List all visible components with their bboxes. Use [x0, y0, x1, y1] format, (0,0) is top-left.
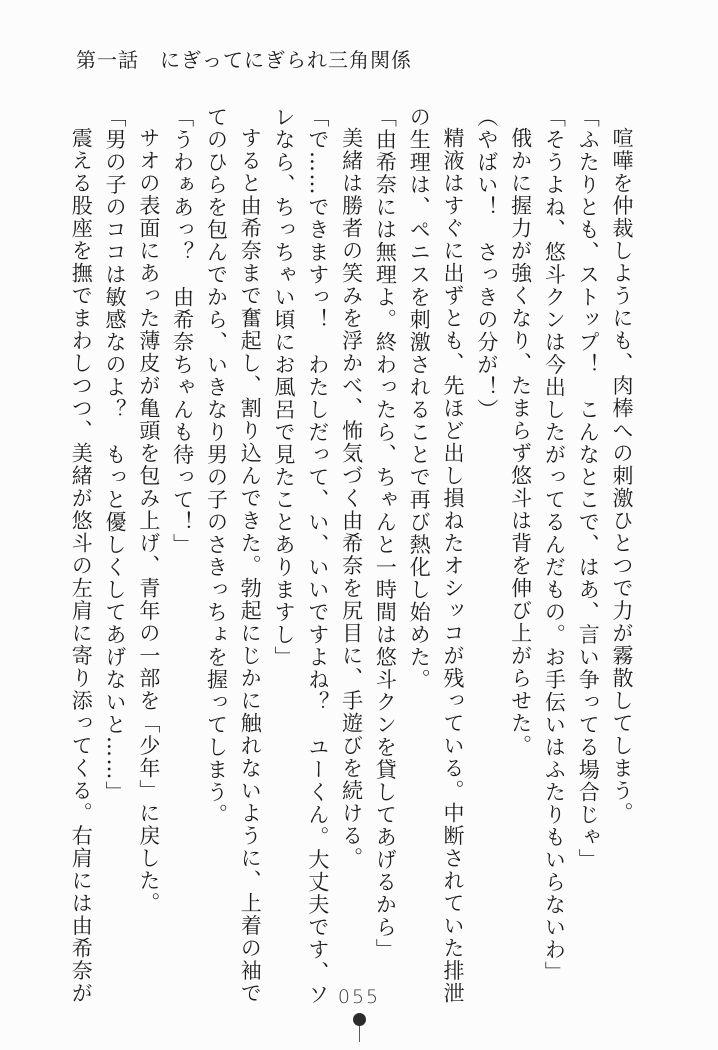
footer-line	[359, 1026, 360, 1042]
paragraph: 「そうよね、悠斗クンは今出したがってるんだもの。お手伝いはふたりもいらないわ」	[542, 106, 567, 984]
page-number: 055	[337, 986, 381, 1008]
chapter-header: 第一話 にぎってにぎられ三角関係	[76, 48, 412, 72]
paragraph: 喧嘩を仲裁しようにも、肉棒への刺激ひとつで力が霧散してしまう。	[610, 127, 634, 825]
paragraph: 「で……できますっ！ わたしだって、い、いいですよね？ ユーくん。大丈夫です、ソレなら、ちっちゃい頃にお風呂で見たことありますし」	[272, 106, 330, 1006]
paragraph: 「うわぁあっ？ 由希奈ちゃんも待って！」	[170, 106, 195, 556]
text-body	[60, 106, 638, 1010]
paragraph: 「男の子のココは敏感なのよ？ もっと優しくしてあげないと……」	[103, 106, 128, 804]
paragraph: （やばい！ さっきの分が！）	[474, 106, 499, 421]
paragraph: サオの表面にあった薄皮が亀頭を包み上げ、青年の一部を「少年」に戻した。	[136, 127, 161, 915]
page-footer	[0, 988, 718, 1050]
paragraph: 精液はすぐに出ずとも、先ほど出し損ねたオシッコが残っている。中断されていた排泄の生理は、ペニスを刺激されることで再び熱化し始めた。	[407, 106, 466, 1005]
footer-dot-marker	[353, 1013, 366, 1026]
paragraph: 「ふたりとも、ストップ！ こんなとこで、はあ、言い争ってる場合じゃ」	[576, 106, 601, 871]
paragraph: 美緒は勝者の笑みを浮かべ、怖気づく由希奈を尻目に、手遊びを続ける。	[339, 127, 364, 870]
paragraph: すると由希奈まで奮起し、割り込んできた。勃起にじかに触れないように、上着の袖でてのひらを包んでから、いきなり男の子のさきっちょを握ってしまう。	[204, 106, 263, 1005]
paragraph: 「由希奈には無理よ。終わったら、ちゃんと一時間は悠斗クンを貸してあげるから」	[373, 106, 398, 961]
paragraph: 震える股座を撫でまわしつつ、美緒が悠斗の左肩に寄り添ってくる。右肩には由希奈が	[69, 127, 94, 1005]
paragraph: 俄かに握力が強くなり、たまらず悠斗は背を伸び上がらせた。	[508, 127, 533, 757]
